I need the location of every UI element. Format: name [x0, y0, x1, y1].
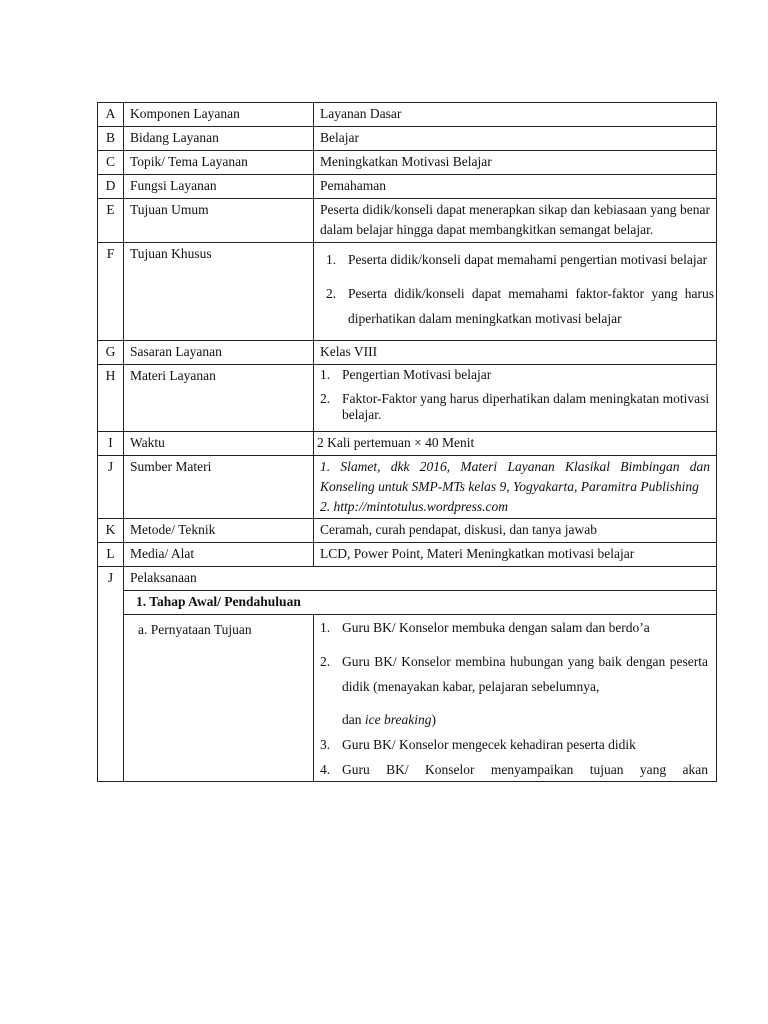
- materi-list: [320, 367, 712, 423]
- sub-label: a. Pernyataan Tujuan: [124, 614, 314, 781]
- row-label: Fungsi Layanan: [124, 175, 314, 199]
- row-label: Tujuan Khusus: [124, 243, 314, 341]
- row-value: [314, 243, 717, 341]
- row-code: L: [98, 542, 124, 566]
- row-value: Peserta didik/konseli dapat menerapkan sikap dan kebiasaan yang benar dalam belajar hingga dapat membangkitkan semangat belajar.: [314, 199, 717, 243]
- row-code: C: [98, 151, 124, 175]
- item-text: Guru BK/ Konselor mengecek kehadiran peserta didik: [342, 736, 636, 752]
- sumber-item: 1. Slamet, dkk 2016, Materi Layanan Klasikal Bimbingan dan Konseling untuk SMP-MTs kelas 9, Yogyakarta, Paramitra Publishing: [320, 458, 710, 494]
- row-pelaksanaan: [98, 566, 717, 590]
- row-label: Bidang Layanan: [124, 127, 314, 151]
- steps-cell: [314, 614, 717, 781]
- row-code: K: [98, 518, 124, 542]
- row-tujuan-umum: [98, 199, 717, 243]
- row-code: A: [98, 103, 124, 127]
- list-item: [320, 367, 712, 383]
- row-sasaran-layanan: [98, 340, 717, 364]
- row-value: [314, 364, 717, 431]
- row-value: [314, 455, 717, 518]
- row-code: I: [98, 431, 124, 455]
- list-item: [320, 649, 708, 732]
- row-code: G: [98, 340, 124, 364]
- item-text: Peserta didik/konseli dapat memahami pengertian motivasi belajar: [348, 252, 708, 267]
- item-number: 2.: [326, 285, 337, 301]
- item-text: Faktor-Faktor yang harus diperhatikan dalam meningkatan motivasi belajar.: [342, 390, 710, 422]
- row-code: D: [98, 175, 124, 199]
- extra-plain: dan: [342, 711, 365, 727]
- row-value: LCD, Power Point, Materi Meningkatkan motivasi belajar: [314, 542, 717, 566]
- list-item: [320, 615, 708, 640]
- list-item: [320, 391, 712, 423]
- row-sumber-materi: [98, 455, 717, 518]
- rpl-table: [97, 102, 717, 782]
- list-item: [326, 281, 714, 332]
- row-label: Waktu: [124, 431, 314, 455]
- row-value: Kelas VIII: [314, 340, 717, 364]
- row-label: Sumber Materi: [124, 455, 314, 518]
- list-spacer: [320, 640, 708, 649]
- row-value: Belajar: [314, 127, 717, 151]
- list-item: [326, 247, 714, 273]
- item-text: [342, 649, 708, 732]
- row-fungsi-layanan: [98, 175, 717, 199]
- row-bidang-layanan: [98, 127, 717, 151]
- item-text: Pengertian Motivasi belajar: [342, 366, 492, 382]
- extra-end: ): [431, 711, 436, 727]
- row-value: 2 Kali pertemuan × 40 Menit: [314, 431, 717, 455]
- list-item: [320, 757, 708, 781]
- item-text-extra: [342, 707, 708, 732]
- tujuan-khusus-list: [326, 247, 714, 332]
- row-code: F: [98, 243, 124, 341]
- steps-list: [320, 615, 708, 781]
- item-number: 1.: [326, 252, 337, 267]
- row-waktu: [98, 431, 717, 455]
- row-label: Metode/ Teknik: [124, 518, 314, 542]
- item-text: Guru BK/ Konselor menyampaikan tujuan yang akan: [342, 761, 708, 777]
- row-topik-layanan: [98, 151, 717, 175]
- row-value: Pemahaman: [314, 175, 717, 199]
- row-label: Sasaran Layanan: [124, 340, 314, 364]
- row-code: B: [98, 127, 124, 151]
- row-komponen-layanan: [98, 103, 717, 127]
- item-text: Peserta didik/konseli dapat memahami faktor-faktor yang harus diperhatikan dalam meningkatkan motivasi belajar: [348, 285, 714, 326]
- row-code: J: [98, 566, 124, 781]
- row-label: Pelaksanaan: [124, 566, 717, 590]
- item-number: 2.: [320, 390, 331, 406]
- row-media-alat: [98, 542, 717, 566]
- row-value: Meningkatkan Motivasi Belajar: [314, 151, 717, 175]
- row-metode-teknik: [98, 518, 717, 542]
- row-label: Tujuan Umum: [124, 199, 314, 243]
- list-item: [320, 732, 708, 757]
- row-label: Komponen Layanan: [124, 103, 314, 127]
- row-code: J: [98, 455, 124, 518]
- row-materi-layanan: [98, 364, 717, 431]
- extra-italic: ice breaking: [364, 711, 432, 727]
- item-text: Guru BK/ Konselor membuka dengan salam dan berdo’a: [342, 619, 650, 635]
- row-tahap-awal: [98, 590, 717, 614]
- row-pernyataan-tujuan: [98, 614, 717, 781]
- sumber-link: 2. http://mintotulus.wordpress.com: [320, 498, 509, 514]
- row-value: Ceramah, curah pendapat, diskusi, dan tanya jawab: [314, 518, 717, 542]
- item-number: 2.: [320, 653, 331, 669]
- item-text-main: Guru BK/ Konselor membina hubungan yang baik dengan peserta didik (menayakan kabar, pelajaran sebelumnya,: [342, 653, 708, 694]
- item-number: 1.: [320, 366, 331, 382]
- row-value: Layanan Dasar: [314, 103, 717, 127]
- row-tujuan-khusus: [98, 243, 717, 341]
- item-number: 4.: [320, 761, 331, 777]
- row-code: H: [98, 364, 124, 431]
- item-number: 3.: [320, 736, 331, 752]
- section-title: 1. Tahap Awal/ Pendahuluan: [124, 590, 717, 614]
- row-label: Materi Layanan: [124, 364, 314, 431]
- item-number: 1.: [320, 619, 331, 635]
- row-label: Topik/ Tema Layanan: [124, 151, 314, 175]
- row-code: E: [98, 199, 124, 243]
- row-label: Media/ Alat: [124, 542, 314, 566]
